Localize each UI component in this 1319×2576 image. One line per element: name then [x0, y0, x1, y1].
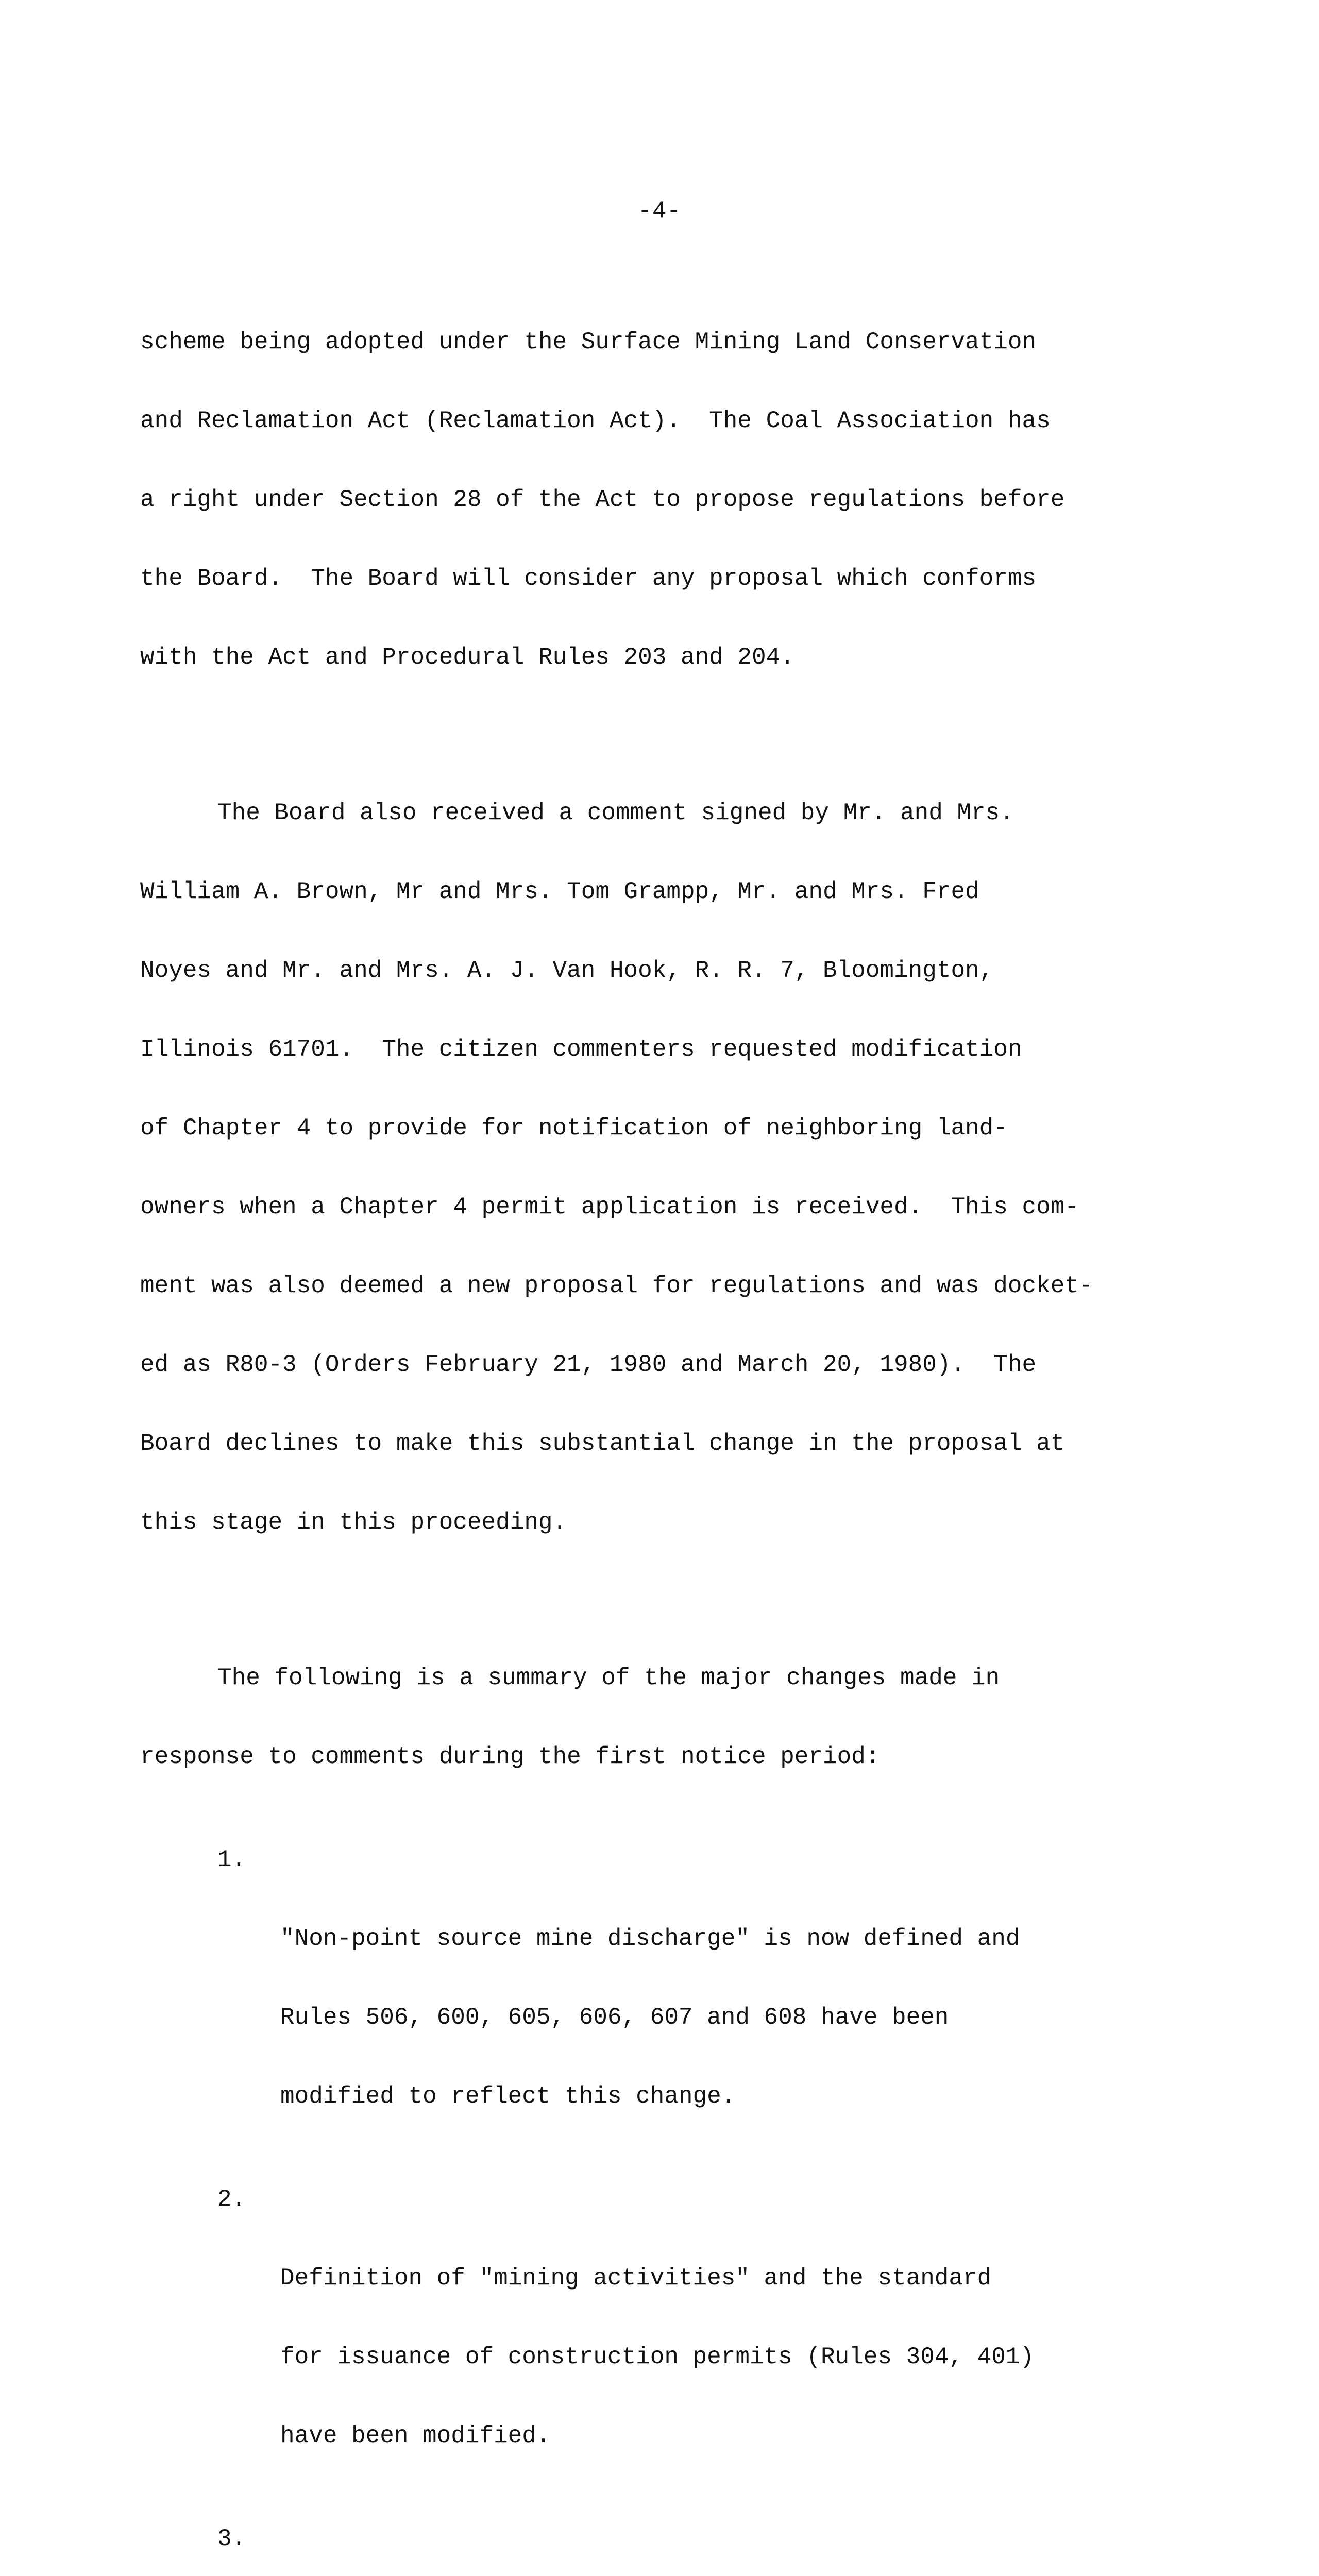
text-line: William A. Brown, Mr and Mrs. Tom Grampp, Mr. and Mrs. Fred: [140, 878, 979, 905]
document-body: [140, 277, 1191, 2576]
text-line: ed as R80-3 (Orders February 21, 1980 and March 20, 1980). The: [140, 1351, 1037, 1378]
list-item: [140, 2187, 1191, 2502]
text-line: modified to reflect this change.: [280, 2083, 736, 2110]
text-line: Illinois 61701. The citizen commenters requested modification: [140, 1036, 1022, 1063]
list-item: [140, 1847, 1191, 2162]
text-line: Noyes and Mr. and Mrs. A. J. Van Hook, R. R. 7, Bloomington,: [140, 957, 994, 984]
paragraph-summary-intro: [140, 1613, 1191, 1823]
list-item: [140, 2526, 1191, 2576]
text-line: the Board. The Board will consider any proposal which conforms: [140, 565, 1037, 592]
text-line: Board declines to make this substantial change in the proposal at: [140, 1430, 1065, 1457]
list-item-number: 1.: [217, 1846, 246, 1873]
paragraph-citizen-comment: [140, 748, 1191, 1588]
list-item-number: 3.: [217, 2526, 246, 2552]
text-line: Definition of "mining activities" and the standard: [280, 2265, 992, 2292]
page-number: -4-: [637, 198, 682, 225]
text-line: this stage in this proceeding.: [140, 1509, 567, 1536]
text-line: "Non-point source mine discharge" is now defined and: [280, 1925, 1020, 1952]
text-line: owners when a Chapter 4 permit application is received. This com-: [140, 1194, 1079, 1221]
text-line: for issuance of construction permits (Rules 304, 401): [280, 2344, 1035, 2370]
list-item-number: 2.: [217, 2186, 246, 2213]
text-line: ment was also deemed a new proposal for regulations and was docket-: [140, 1273, 1093, 1299]
text-line: Rules 506, 600, 605, 606, 607 and 608 have been: [280, 2004, 949, 2031]
text-line: with the Act and Procedural Rules 203 and 204.: [140, 644, 794, 671]
text-line: of Chapter 4 to provide for notification of neighboring land-: [140, 1115, 1008, 1142]
text-line: The following is a summary of the major changes made in: [217, 1665, 1000, 1691]
changes-list: [140, 1847, 1191, 2576]
paragraph-coal-association: [140, 277, 1191, 723]
text-line: have been modified.: [280, 2422, 551, 2449]
text-line: response to comments during the first notice period:: [140, 1743, 880, 1770]
text-line: and Reclamation Act (Reclamation Act). The Coal Association has: [140, 408, 1051, 434]
text-line: scheme being adopted under the Surface Mining Land Conservation: [140, 329, 1037, 355]
text-line: The Board also received a comment signed by Mr. and Mrs.: [217, 800, 1014, 826]
text-line: a right under Section 28 of the Act to propose regulations before: [140, 486, 1065, 513]
